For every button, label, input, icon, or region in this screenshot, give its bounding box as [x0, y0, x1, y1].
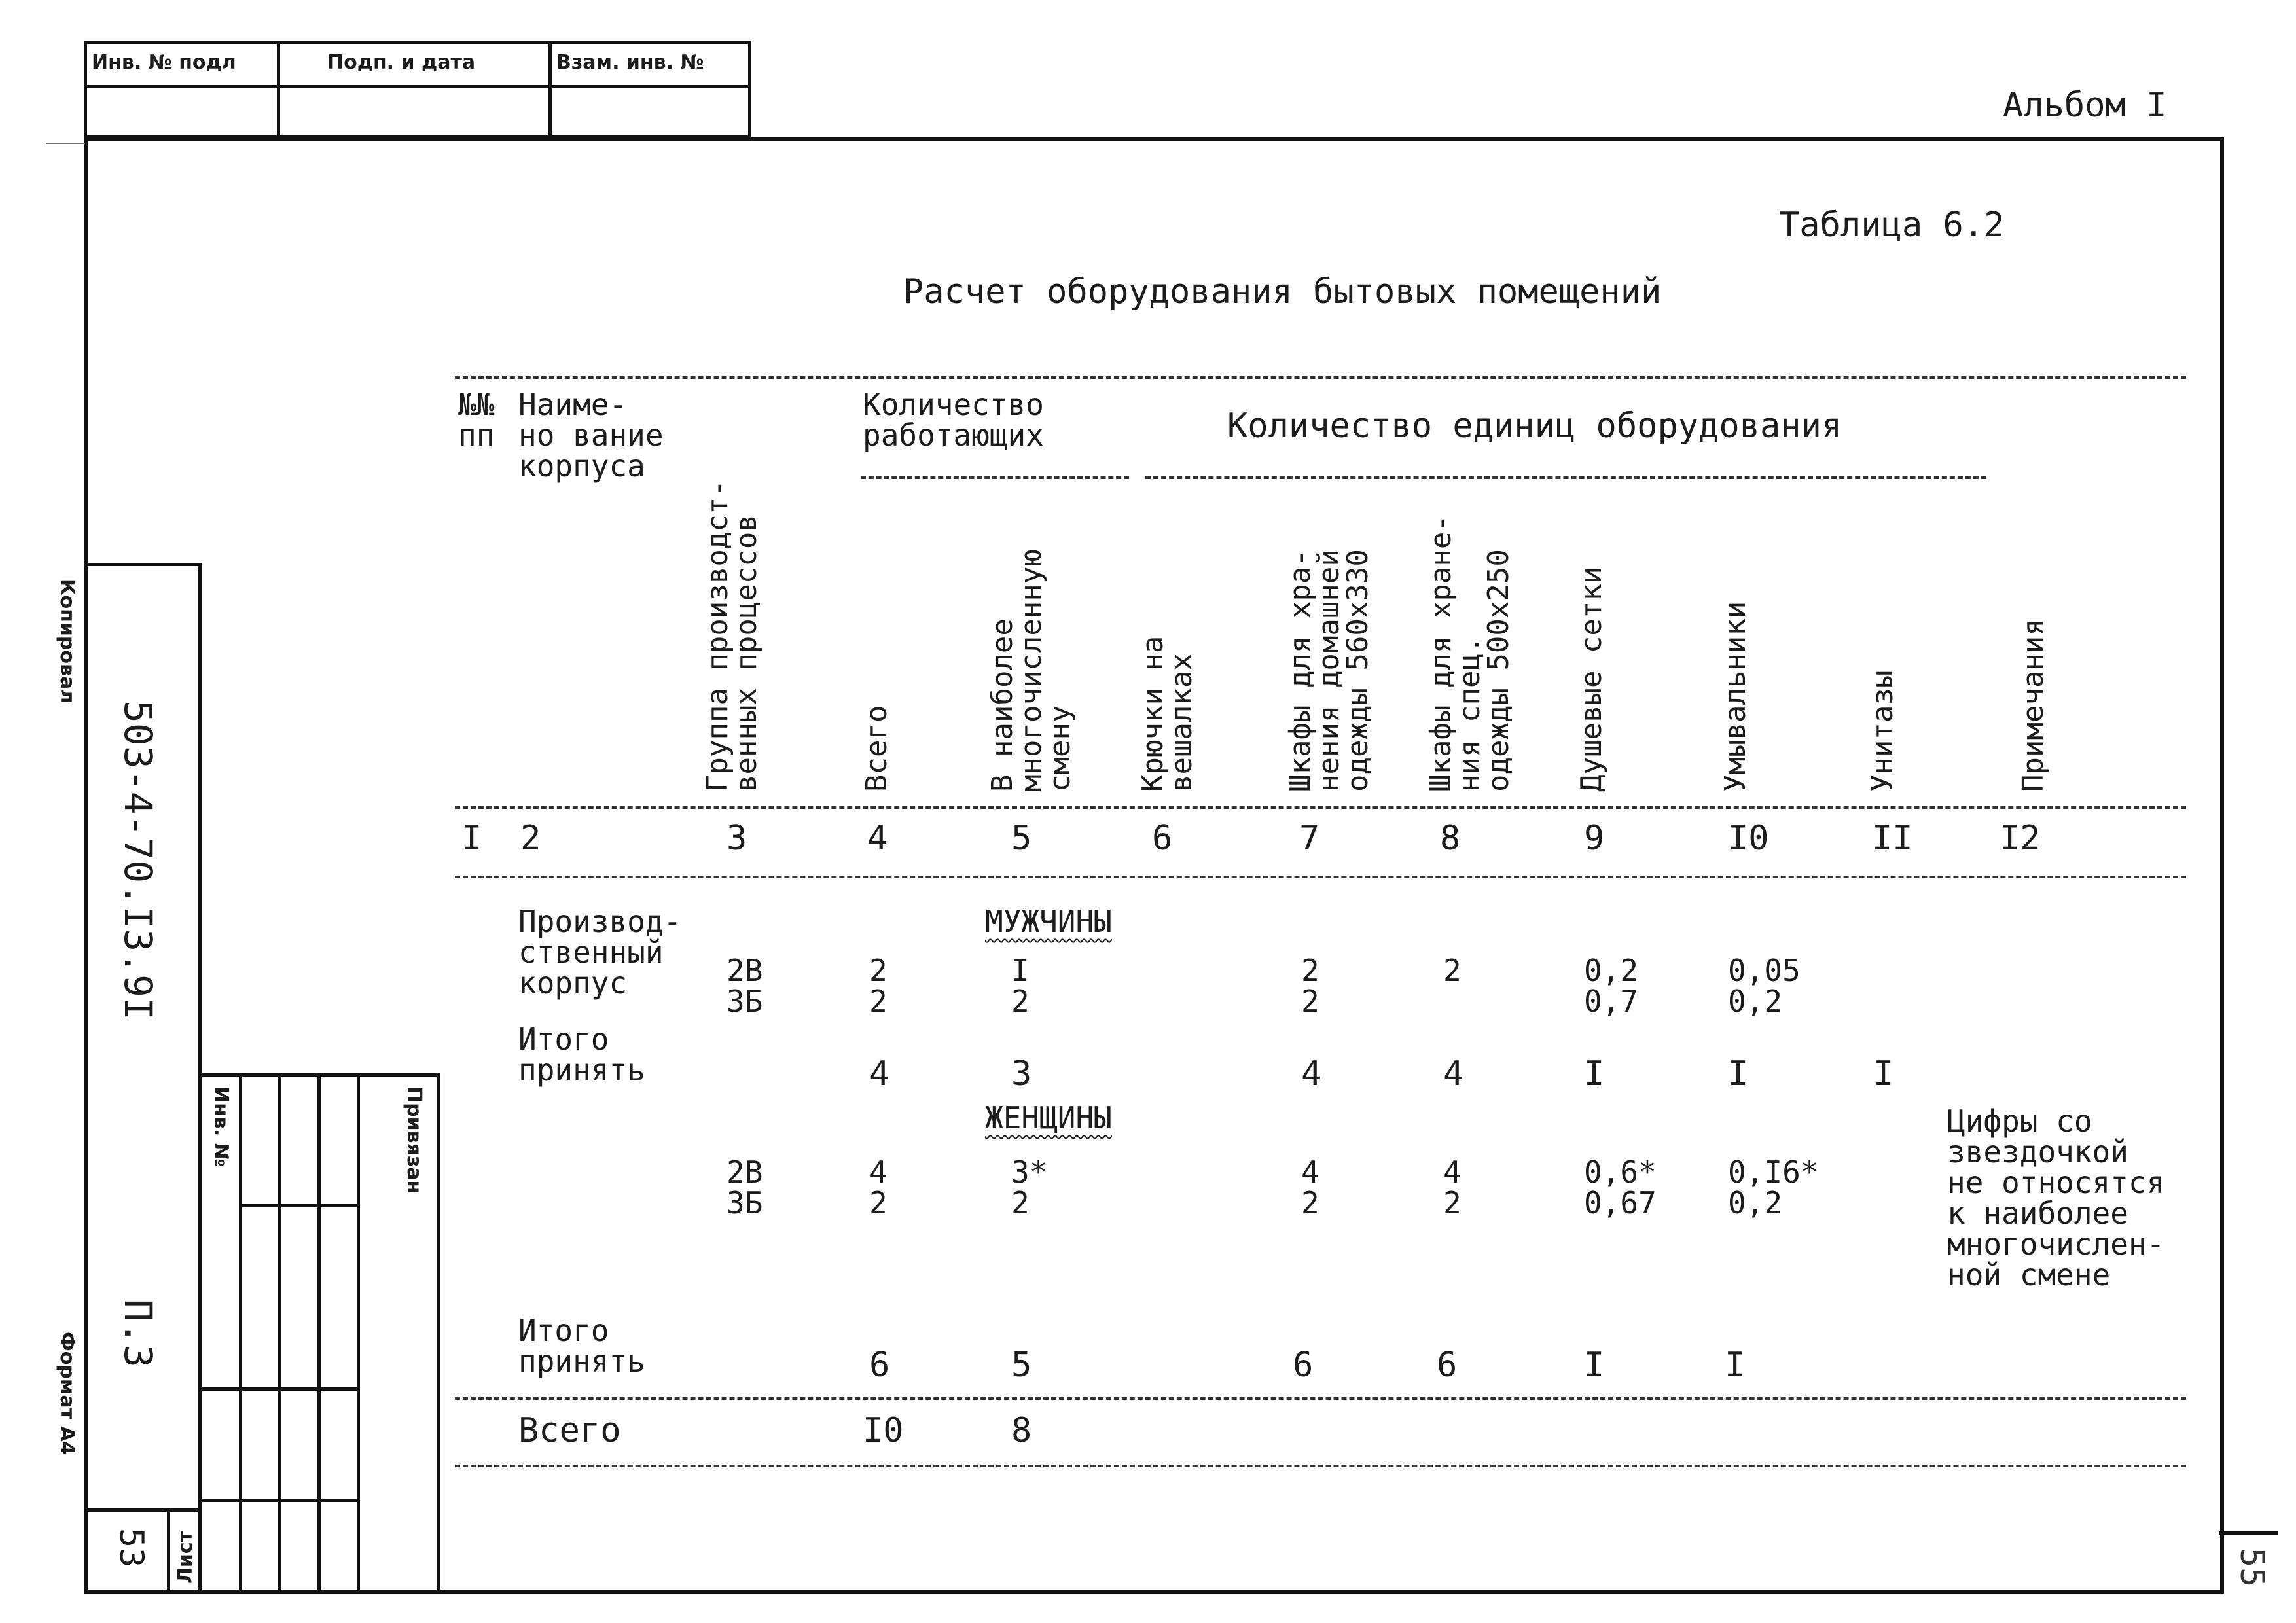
men-itogo-shift: 3 [1011, 1054, 1032, 1094]
doc-code: 503-4-70.I3.9I [116, 700, 160, 1020]
women-showers: 0,6* 0,67 [1584, 1154, 1657, 1221]
header-name: Наиме- но вание корпуса [518, 387, 664, 484]
women-cab-spec: 4 2 [1443, 1154, 1462, 1221]
page-number: 55 [2233, 1548, 2271, 1588]
women-itogo-cab-home: 6 [1293, 1346, 1314, 1385]
sheet-label: Лист [174, 1530, 197, 1584]
header-cabinets-spec: Шкафы для хране- ния спец. одежды 500х250 [1424, 514, 1515, 792]
header-group: Группа производст- венных процессов [701, 480, 763, 792]
stamp-inv-podl-label: Инв. № подл [92, 51, 236, 74]
header-toilets: Унитазы [1866, 670, 1899, 792]
header-cabinets-home: Шкафы для хра- нения домашней одежды 560х330 [1283, 549, 1374, 792]
kopiroval-label: Копировал [56, 579, 79, 704]
women-shift: 3* 2 [1011, 1154, 1048, 1221]
men-cab-spec: 2 [1443, 953, 1462, 988]
privyazan-label: Привязан [403, 1086, 425, 1194]
grand-total-shift: 8 [1011, 1411, 1032, 1450]
header-top-rule [455, 376, 2186, 379]
women-itogo-cab-spec: 6 [1437, 1346, 1458, 1385]
women-cab-home: 4 2 [1301, 1154, 1319, 1221]
men-itogo-washbasins: I [1728, 1054, 1749, 1094]
men-itogo-cab-home: 4 [1301, 1054, 1322, 1094]
col-num-1: I [461, 819, 482, 858]
section-code: П.3 [116, 1299, 160, 1368]
women-total: 4 2 [869, 1154, 888, 1221]
header-total: Всего [860, 705, 893, 792]
col-num-5: 5 [1011, 819, 1032, 858]
header-workers: Количество работающих [863, 387, 1044, 453]
format-label: Формат А4 [56, 1332, 79, 1455]
women-itogo-total: 6 [869, 1346, 890, 1385]
col-num-10: I0 [1728, 819, 1769, 858]
women-label: ЖЕНЩИНЫ [985, 1100, 1112, 1135]
note-text: Цифры со звездочкой не относятся к наиболее многочислен- ной смене [1947, 1103, 2165, 1293]
col-num-11: II [1872, 819, 1913, 858]
inv-no-label: Инв. № [209, 1086, 232, 1167]
men-washbasins: 0,05 0,2 [1728, 953, 1801, 1019]
men-group: 2В 3Б [726, 953, 763, 1019]
header-shift: В наиболее многочисленную смену [986, 549, 1077, 792]
women-itogo-label: Итого принять [518, 1313, 645, 1379]
women-itogo-showers: I [1584, 1346, 1605, 1385]
men-shift: I 2 [1011, 953, 1030, 1019]
col-num-8: 8 [1440, 819, 1461, 858]
men-cab-home: 2 2 [1301, 953, 1319, 1019]
col-num-7: 7 [1299, 819, 1320, 858]
grand-total-workers: I0 [863, 1411, 904, 1450]
col-num-2: 2 [520, 819, 541, 858]
men-itogo-toilets: I [1873, 1054, 1894, 1094]
stamp-podp-data-label: Подп. и дата [327, 51, 476, 74]
men-showers: 0,2 0,7 [1584, 953, 1639, 1019]
men-itogo-label: Итого принять [518, 1022, 645, 1088]
women-itogo-shift: 5 [1011, 1346, 1032, 1385]
header-num: №№ пп [458, 387, 495, 453]
header-equipment: Количество единиц оборудования [1227, 406, 1842, 446]
women-washbasins: 0,I6* 0,2 [1728, 1154, 1819, 1221]
men-total: 2 2 [869, 953, 888, 1019]
grand-total-label: Всего [518, 1411, 621, 1450]
header-notes: Примечания [2017, 618, 2050, 792]
men-itogo-showers: I [1584, 1054, 1605, 1094]
men-itogo-total: 4 [869, 1054, 890, 1094]
col-num-3: 3 [726, 819, 747, 858]
sheet-number: 53 [113, 1528, 151, 1568]
women-group: 2В 3Б [726, 1154, 763, 1221]
men-label: МУЖЧИНЫ [985, 904, 1112, 939]
header-hooks: Крючки на вешалках [1136, 635, 1198, 792]
album-label: Альбом I [2003, 86, 2167, 125]
table-bottom-rule [455, 1465, 2186, 1467]
stamp-vzam-inv-label: Взам. инв. № [556, 51, 704, 74]
col-num-6: 6 [1152, 819, 1173, 858]
header-showers: Душевые сетки [1575, 566, 1608, 792]
table-number: Таблица 6.2 [1779, 205, 2005, 245]
header-washbasins: Умывальники [1719, 601, 1752, 792]
col-num-4: 4 [867, 819, 888, 858]
women-itogo-washbasins: I [1725, 1346, 1746, 1385]
corpus-name: Производ- ственный корпус [518, 904, 682, 1001]
men-itogo-cab-spec: 4 [1443, 1054, 1464, 1094]
table-title: Расчет оборудования бытовых помещений [903, 272, 1662, 312]
col-num-9: 9 [1584, 819, 1605, 858]
col-num-12: I2 [2000, 819, 2041, 858]
